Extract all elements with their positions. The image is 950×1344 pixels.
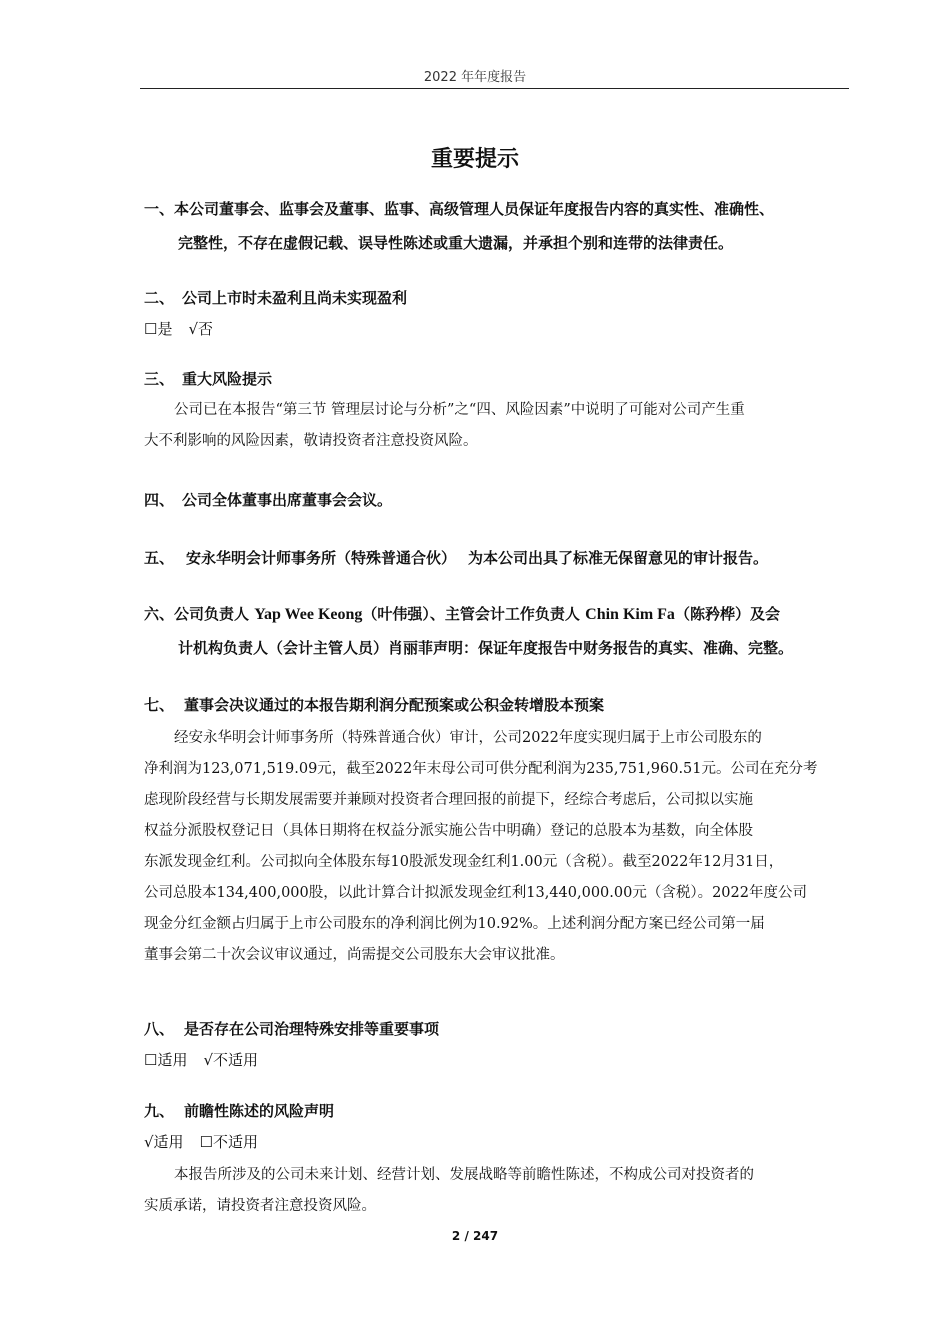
section-7 (144, 693, 850, 717)
section-7-body-line: 现金分红金额占归属于上市公司股东的净利润比例为10.92%。上述利润分配方案已经公司第一届 (144, 916, 765, 932)
section-9-options (144, 1131, 274, 1152)
accounting-head-name: Chin Kim Fa (585, 606, 675, 623)
section-2-options (144, 318, 229, 339)
section-6 (144, 597, 850, 665)
section-6-line-1: 六、公司负责人 Yap Wee Keong（叶伟强）、主管会计工作负责人 Chin Kim Fa（陈矜桦）及会 (144, 605, 780, 623)
section-9-body-line-1: 本报告所涉及的公司未来计划、经营计划、发展战略等前瞻性陈述，不构成公司对投资者的 (174, 1167, 754, 1183)
section-5 (144, 546, 850, 570)
section-9-heading: 九、 前瞻性陈述的风险声明 (144, 1102, 335, 1120)
section-8-heading: 八、 是否存在公司治理特殊安排等重要事项 (144, 1020, 440, 1038)
section-5-heading: 五、 安永华明会计师事务所（特殊普通合伙） 为本公司出具了标准无保留意见的审计报告。 (144, 549, 769, 567)
section-1-line-1: 一、本公司董事会、监事会及董事、监事、高级管理人员保证年度报告内容的真实性、准确性、 (144, 200, 775, 218)
page-header: 2022 年年度报告 (423, 70, 527, 85)
section-3-body-line-1: 公司已在本报告“第三节 管理层讨论与分析”之“四、风险因素”中说明了可能对公司产生重 (174, 402, 745, 418)
section-8 (144, 1017, 850, 1041)
section-4 (144, 488, 850, 512)
section-1 (144, 192, 850, 260)
section-7-heading: 七、 董事会决议通过的本报告期利润分配预案或公积金转增股本预案 (144, 696, 605, 714)
page-number: 2 / 247 (451, 1229, 499, 1243)
section-2 (144, 286, 850, 310)
section-8-options (144, 1049, 274, 1070)
section-3-heading: 三、 重大风险提示 (144, 370, 273, 388)
section-7-body-line: 东派发现金红利。公司拟向全体股东每10股派发现金红利1.00元（含税）。截至2022年12月31日， (144, 854, 784, 870)
page-title: 重要提示 (430, 147, 519, 172)
section-7-body-line: 虑现阶段经营与长期发展需要并兼顾对投资者合理回报的前提下，经综合考虑后，公司拟以实施 (144, 792, 753, 808)
section-9-body-line-2: 实质承诺，请投资者注意投资风险。 (144, 1198, 376, 1214)
section-1-line-2: 完整性，不存在虚假记载、误导性陈述或重大遗漏，并承担个别和连带的法律责任。 (178, 234, 734, 252)
section-7-body-line: 权益分派股权登记日（具体日期将在权益分派实施公告中明确）登记的总股本为基数，向全体股 (144, 823, 753, 839)
section-3 (144, 367, 850, 391)
section-9 (144, 1099, 850, 1123)
section-7-body-line: 董事会第二十次会议审议通过，尚需提交公司股东大会审议批准。 (144, 947, 565, 963)
section-6-line-2: 计机构负责人（会计主管人员）肖丽菲声明：保证年度报告中财务报告的真实、准确、完整。 (178, 639, 794, 657)
section-2-heading: 二、 公司上市时未盈利且尚未实现盈利 (144, 289, 408, 307)
checkbox-not-applicable: √不适用 (203, 1051, 259, 1069)
chairman-name: Yap Wee Keong (254, 606, 363, 623)
checkbox-applicable: ☐适用 (144, 1051, 188, 1069)
section-7-body-line: 经安永华明会计师事务所（特殊普通合伙）审计，公司2022年度实现归属于上市公司股东的 (174, 730, 762, 746)
section-3-body (144, 395, 850, 457)
section-4-heading: 四、 公司全体董事出席董事会会议。 (144, 491, 393, 509)
section-7-body (144, 723, 850, 971)
header-divider (140, 88, 849, 89)
checkbox-yes: ☐是 (144, 320, 173, 338)
checkbox-no: √否 (188, 320, 214, 338)
checkbox-not-applicable: ☐不适用 (199, 1133, 259, 1151)
section-3-body-line-2: 大不利影响的风险因素，敬请投资者注意投资风险。 (144, 433, 478, 449)
checkbox-applicable: √适用 (144, 1133, 184, 1151)
section-7-body-line: 净利润为123,071,519.09元，截至2022年末母公司可供分配利润为235,751,960.51元。公司在充分考 (144, 761, 818, 777)
section-9-body (144, 1160, 850, 1222)
section-1-number: 一、 (144, 200, 175, 218)
section-7-body-line: 公司总股本134,400,000股，以此计算合计拟派发现金红利13,440,000.00元（含税）。2022年度公司 (144, 885, 807, 901)
